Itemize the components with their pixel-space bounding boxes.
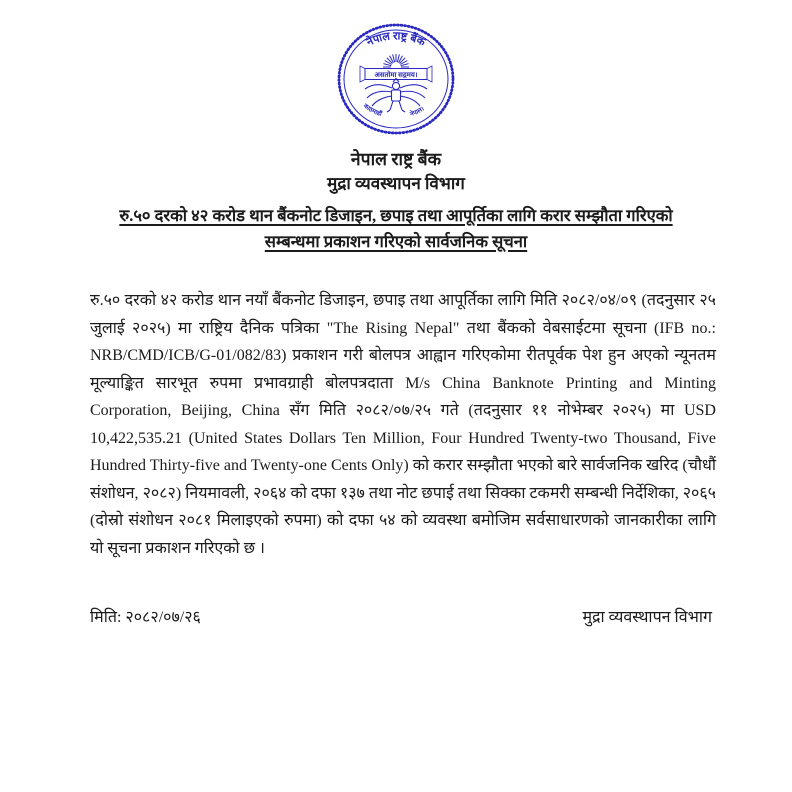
org-name: नेपाल राष्ट्र बैंक <box>350 149 442 169</box>
sun-rays-icon <box>383 54 409 67</box>
seal-bottom-left-text: काठमाडौं <box>362 102 383 118</box>
garuda-figure-icon <box>365 79 427 113</box>
department-name: मुद्रा व्यवस्थापन विभाग <box>327 174 465 193</box>
notice-title-line1: रु.५० दरको ४२ करोड थान बैंकनोट डिजाइन, छपाइ तथा आपूर्तिका लागि करार सम्झौता गरिएको <box>119 206 673 225</box>
nrb-seal-logo <box>0 0 792 136</box>
notice-date: मिति: २०८२/०७/२६ <box>90 609 201 626</box>
nrb-seal-icon <box>335 22 457 136</box>
seal-bottom-right-text: नेपाल। <box>409 105 426 119</box>
issuing-department: मुद्रा व्यवस्थापन विभाग <box>582 609 712 626</box>
notice-title-line2: सम्बन्धमा प्रकाशन गरिएको सार्वजनिक सूचना <box>264 232 528 251</box>
seal-motto-text: असतोमा सद्गमय। <box>374 70 418 79</box>
notice-body-paragraph: रु.५० दरको ४२ करोड थान नयाँ बैंकनोट डिजाइन, छपाइ तथा आपूर्तिका लागि मिति २०८२/०४/०९ (तदनुसार २५ जुलाई २०२५) मा राष्ट्रिय दैनिक पत्रिका "The Rising Nepal" तथा बैंकको वेबसाईटमा सूचना (IFB no.: NRB/CMD/ICB/G-01/082/83) प्रकाशन गरी बोलपत्र आह्वान गरिएकोमा रीतपूर्वक पेश हुन अएको न्यूनतम मूल्याङ्कित सारभूत रुपमा प्रभावग्राही बोलपत्रदाता M/s China Banknote Printing and Minting Corporation, Beijing, China सँग मिति २०८२/०७/२५ गते (तदनुसार ११ नोभेम्बर २०२५) मा USD 10,422,535.21 (United States Dollars Ten Million, Four Hundred Twenty-two Thousand, Five Hundred Thirty-five and Twenty-one Cents Only) को करार सम्झौता भएको बारे सार्वजनिक खरिद (चौधौं संशोधन, २०८२) नियमावली, २०६४ को दफा १३७ तथा नोट छपाई तथा सिक्का टकमरी सम्बन्धी निर्देशिका, २०६५ (दोस्रो संशोधन २०८१ मिलाइएको रुपमा) को दफा ५४ को व्यवस्था बमोजिम सर्वसाधारणको जानकारीका लागि यो सूचना प्रकाशन गरिएको छ । <box>90 292 716 557</box>
seal-top-text: नेपाल राष्ट्र बैंक <box>364 30 428 49</box>
notice-title <box>72 203 720 255</box>
notice-footer <box>90 605 712 627</box>
